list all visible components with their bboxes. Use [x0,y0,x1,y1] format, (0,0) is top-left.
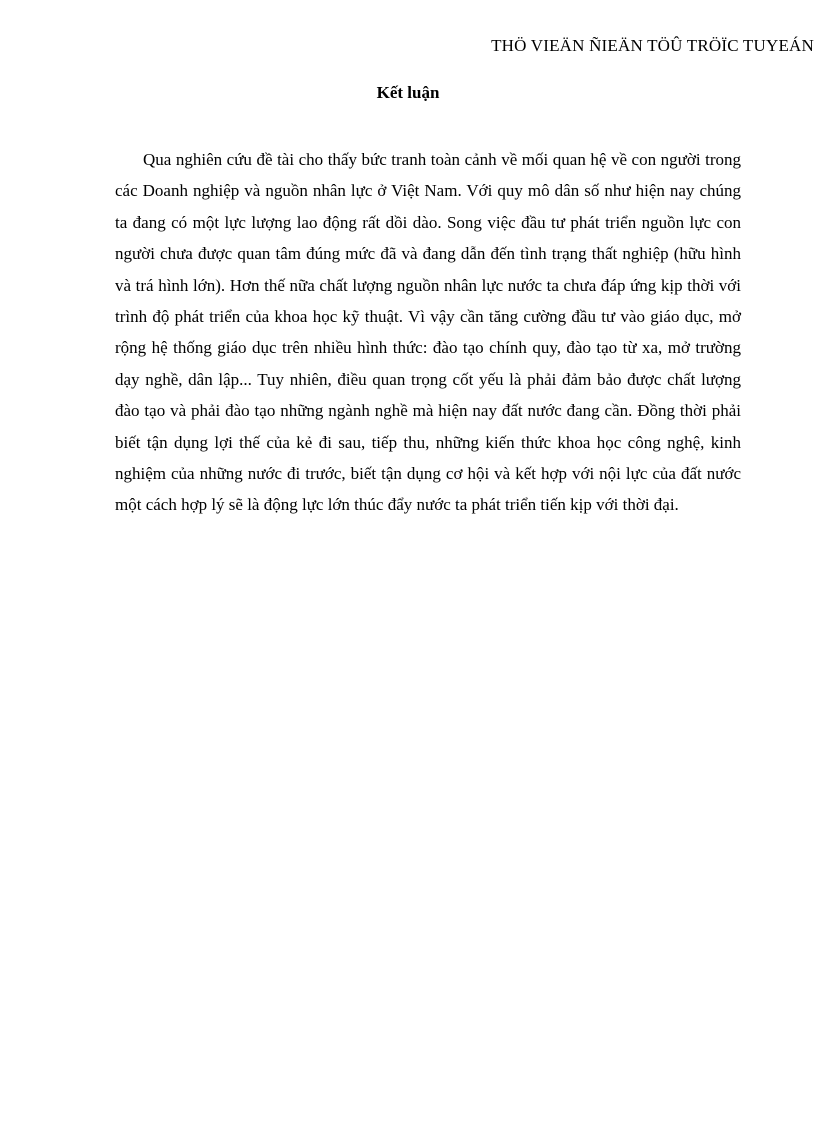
running-header: THÖ VIEÄN ÑIEÄN TÖÛ TRÖÏC TUYEÁN [491,36,814,55]
conclusion-paragraph: Qua nghiên cứu đề tài cho thấy bức tranh toàn cảnh về mối quan hệ về con người trong các Doanh nghiệp và nguồn nhân lực ở Việt Nam. Với quy mô dân số như hiện nay chúng ta đang có một lực lượng lao động rất dồi dào. Song việc đầu tư phát triển nguồn lực con người chưa được quan tâm đúng mức đã và đang dẫn đến tình trạng thất nghiệp (hữu hình và trá hình lớn). Hơn thế nữa chất lượng nguồn nhân lực nước ta chưa đáp ứng kịp thời với trình độ phát triển của khoa học kỹ thuật. Vì vậy cần tăng cường đầu tư vào giáo dục, mở rộng hệ thống giáo dục trên nhiều hình thức: đào tạo chính quy, đào tạo từ xa, mở trường dạy nghề, dân lập... Tuy nhiên, điều quan trọng cốt yếu là phải đảm bảo được chất lượng đào tạo và phải đào tạo những ngành nghề mà hiện nay đất nước đang cần. Đồng thời phải biết tận dụng lợi thế của kẻ đi sau, tiếp thu, những kiến thức khoa học công nghệ, kinh nghiệm của những nước đi trước, biết tận dụng cơ hội và kết hợp với nội lực của đất nước một cách hợp lý sẽ là động lực lớn thúc đẩy nước ta phát triển tiến kịp với thời đại. [115,150,741,515]
page-title: Kết luận [376,83,440,102]
